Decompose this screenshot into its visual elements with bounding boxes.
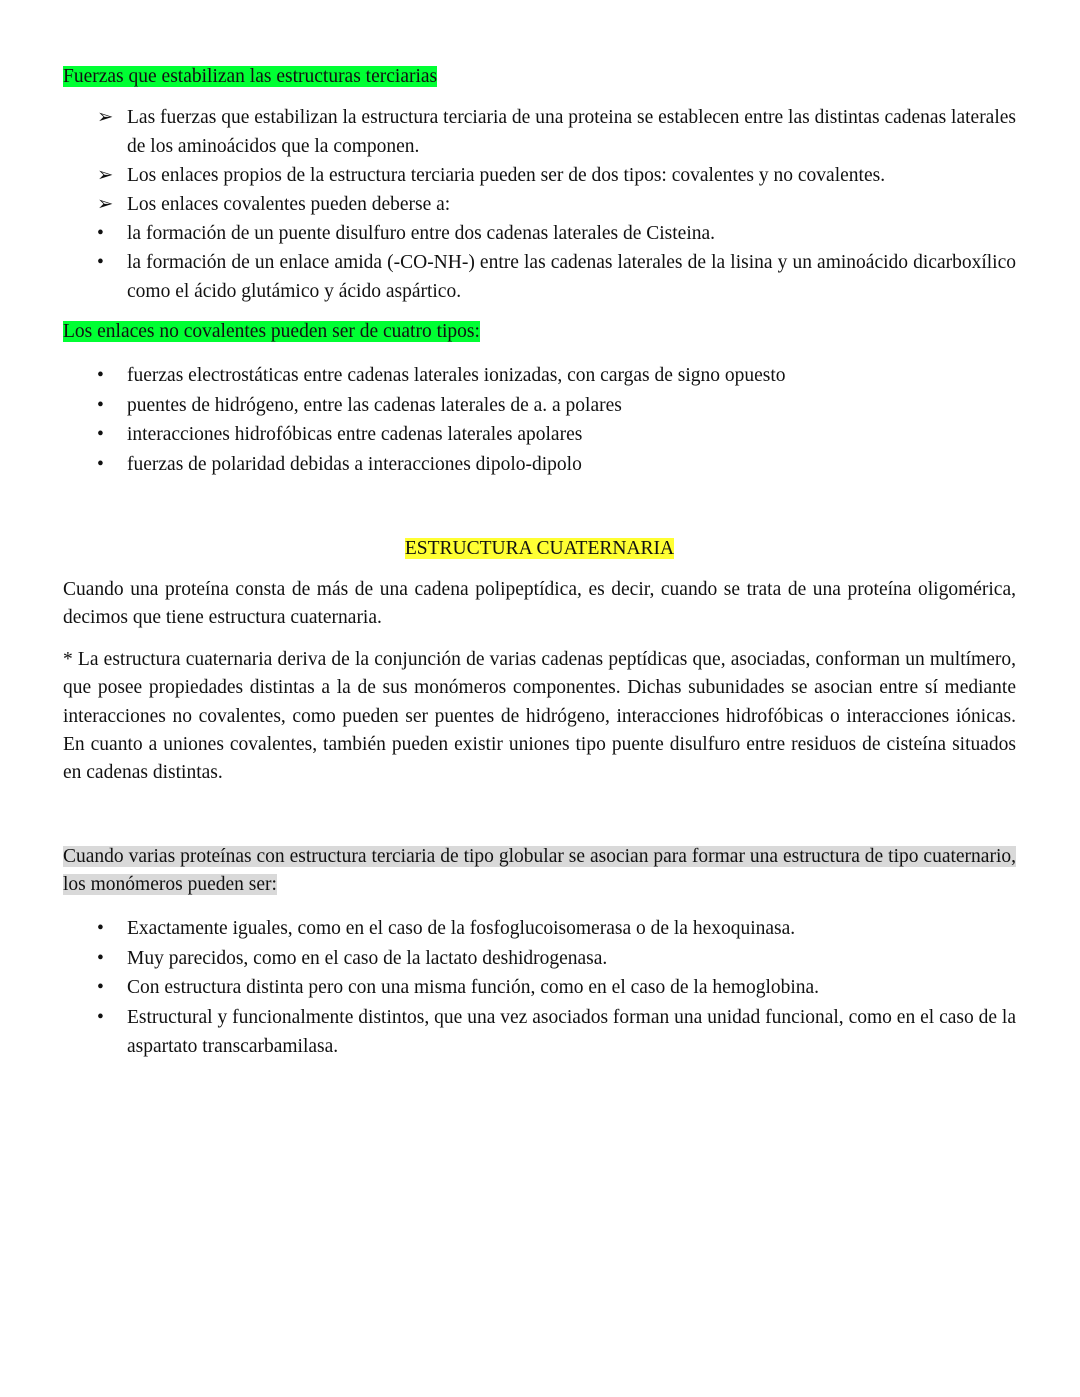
list-item-text: Con estructura distinta pero con una misma función, como en el caso de la hemoglobina. [127, 977, 820, 998]
dot-bullet-icon: • [97, 424, 104, 445]
section-title-quaternary [63, 534, 1016, 563]
list-item-text: interacciones hidrofóbicas entre cadenas laterales apolares [127, 424, 583, 445]
list-item-text: Los enlaces covalentes pueden deberse a: [127, 194, 451, 215]
list-item [63, 103, 1016, 161]
list-item [63, 161, 1016, 190]
list-item [63, 914, 1016, 944]
highlighted-title: ESTRUCTURA CUATERNARIA [404, 538, 675, 559]
dot-bullet-icon: • [97, 252, 104, 273]
list-item-text: puentes de hidrógeno, entre las cadenas laterales de a. a polares [127, 394, 622, 416]
list-item-text: fuerzas electrostáticas entre cadenas laterales ionizadas, con cargas de signo opuesto [127, 365, 786, 386]
list-item [63, 248, 1016, 306]
arrow-bullet-icon: ➢ [97, 107, 114, 128]
list-item-text: la formación de un puente disulfuro entre dos cadenas laterales de Cisteina. [127, 223, 716, 244]
list-item-text: Exactamente iguales, como en el caso de la fosfoglucoisomerasa o de la hexoquinasa. [127, 918, 796, 939]
dot-bullet-icon: • [97, 394, 104, 416]
dot-bullet-icon: • [97, 918, 104, 939]
list-item [63, 361, 1016, 391]
list-item-text: Muy parecidos, como en el caso de la lactato deshidrogenasa. [127, 947, 608, 969]
arrow-bullet-icon: ➢ [97, 165, 114, 186]
list-item [63, 190, 1016, 219]
noncovalent-list [63, 361, 1016, 479]
list-item [63, 973, 1016, 1003]
dot-bullet-icon: • [97, 977, 104, 998]
list-item-text: fuerzas de polaridad debidas a interacciones dipolo-dipolo [127, 453, 582, 475]
dot-bullet-icon: • [97, 947, 104, 969]
monomer-types-list [63, 914, 1016, 1062]
paragraph-monomers-intro [63, 843, 1016, 899]
dot-bullet-icon: • [97, 365, 104, 386]
highlighted-heading: Los enlaces no covalentes pueden ser de cuatro tipos: [63, 321, 480, 342]
dot-bullet-icon: • [97, 1006, 104, 1028]
list-item [63, 1003, 1016, 1062]
list-item-text: Los enlaces propios de la estructura terciaria pueden ser de dos tipos: covalentes y no covalentes. [127, 165, 886, 186]
dot-bullet-icon: • [97, 453, 104, 475]
list-item [63, 219, 1016, 248]
highlighted-paragraph: Cuando varias proteínas con estructura terciaria de tipo globular se asocian para formar una estructura de tipo cuaternario, los monómeros pueden ser: [63, 846, 1016, 895]
tertiary-forces-list [63, 103, 1016, 306]
highlighted-heading: Fuerzas que estabilizan las estructuras terciarias [63, 66, 438, 87]
list-item [63, 944, 1016, 974]
list-item-text: la formación de un enlace amida (-CO-NH-) entre las cadenas laterales de la lisina y un aminoácido dicarboxílico como el ácido glutámico y ácido aspártico. [127, 252, 1016, 302]
list-item [63, 420, 1016, 450]
paragraph-quaternary-detail: * La estructura cuaternaria deriva de la conjunción de varias cadenas peptídicas que, asociadas, conforman un multímero, que posee propiedades distintas a la de sus monómeros componentes. Dichas subunidades se asocian entre sí mediante interacciones no covalentes, como pueden ser puentes de hidrógeno, interacciones hidrofóbicas o interacciones iónicas. En cuanto a uniones covalentes, también pueden existir uniones tipo puente disulfuro entre residuos de cisteína situados en cadenas distintas. [63, 649, 1016, 784]
list-item [63, 391, 1016, 421]
arrow-bullet-icon: ➢ [97, 194, 114, 215]
section-heading-tertiary-forces [63, 62, 1016, 91]
paragraph-definition: Cuando una proteína consta de más de una cadena polipeptídica, es decir, cuando se trata de una proteína oligomérica, decimos que tiene estructura cuaternaria. [63, 579, 1016, 628]
dot-bullet-icon: • [97, 223, 104, 244]
list-item-text: Las fuerzas que estabilizan la estructura terciaria de una proteina se establecen entre las distintas cadenas laterales de los aminoácidos que la componen. [127, 107, 1016, 157]
list-item [63, 450, 1016, 480]
list-item-text: Estructural y funcionalmente distintos, que una vez asociados forman una unidad funcional, como en el caso de la aspartato transcarbamilasa. [127, 1006, 1016, 1057]
section-heading-noncovalent [63, 317, 1016, 346]
